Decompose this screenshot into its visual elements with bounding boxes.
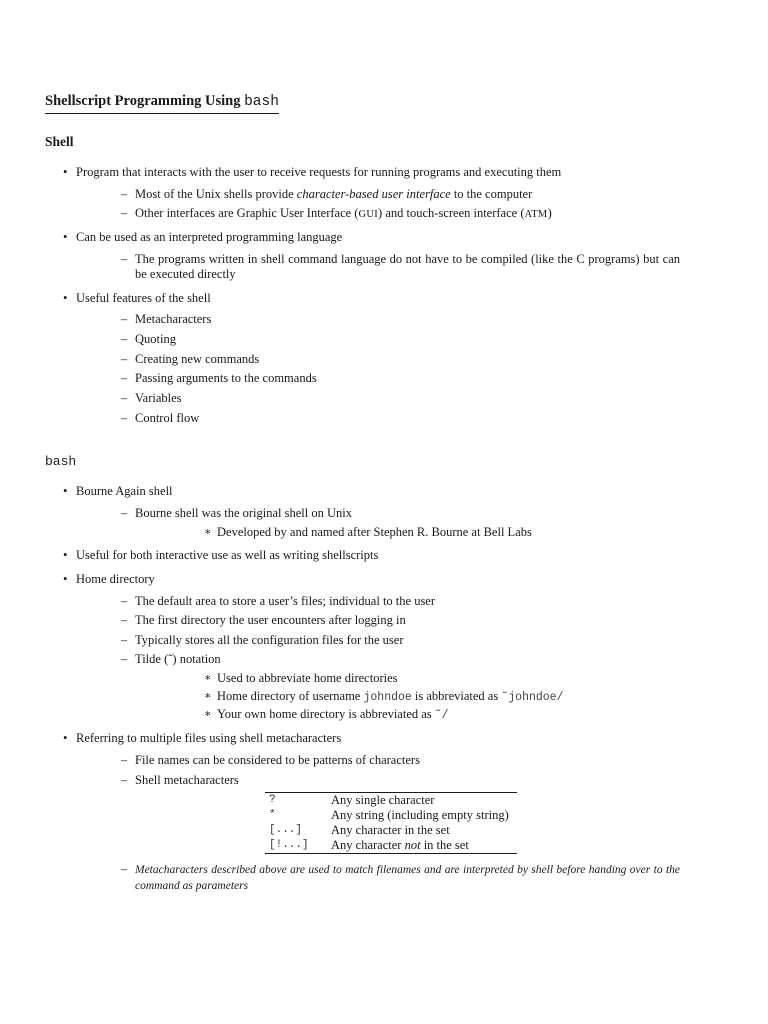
- list-item: • Referring to multiple files using shell metacharacters – File names can be considered to be patterns of characters – Shell metacharacters ? Any single character * Any string (including empty string) [...] Any character in the set [!...] Any character not in the set – Metacharacters described above are used to match filenames and are interpreted by shell before handing over to the command as parameters: [45, 731, 680, 894]
- list-item: • Useful features of the shell – Metacharacters – Quoting – Creating new commands – Passing arguments to the commands – Variables – Control flow: [45, 291, 680, 426]
- sub-item: – The programs written in shell command language do not have to be compiled (like the C programs) but can be executed directly: [76, 252, 680, 283]
- sub-item: – Variables: [76, 391, 680, 407]
- title-text: Shellscript Programming Using: [45, 93, 241, 109]
- sub-item: – Shell metacharacters: [76, 773, 680, 789]
- section-heading-shell: Shell: [45, 134, 74, 150]
- sub-item: – Typically stores all the configuration files for the user: [76, 633, 680, 649]
- sub-item: – Passing arguments to the commands: [76, 371, 680, 387]
- sub-sub-item: ∗ Home directory of username johndoe is abbreviated as ˜johndoe/: [135, 689, 680, 705]
- table-row: ? Any single character: [269, 793, 435, 808]
- section-heading-bash: bash: [45, 454, 77, 470]
- list-item: • Can be used as an interpreted programming language – The programs written in shell command language do not have to be compiled (like the C programs) but can be executed directly: [45, 230, 680, 283]
- sub-item: – The first directory the user encounters after logging in: [76, 613, 680, 629]
- list-item: • Program that interacts with the user to receive requests for running programs and executing them – Most of the Unix shells provide character-based user interface to the computer – Other interfaces are Graphic User Interface (GUI) and touch-screen interface (ATM): [45, 165, 680, 222]
- shell-section: [45, 134, 680, 426]
- bash-section: [45, 454, 680, 894]
- list-item: • Home directory – The default area to store a user’s files; individual to the user – The first directory the user encounters after logging in – Typically stores all the configuration files for the user – Tilde (˜) notation ∗ Used to abbreviate home directories ∗ Home directory of username johndoe is abbreviated as ˜johndoe/ ∗ Your own home directory is abbreviated as ˜/: [45, 572, 680, 724]
- table-row: [...] Any character in the set: [269, 823, 450, 838]
- sub-item: – Creating new commands: [76, 352, 680, 368]
- list-item: • Bourne Again shell – Bourne shell was the original shell on Unix ∗ Developed by and named after Stephen R. Bourne at Bell Labs: [45, 484, 680, 540]
- title-code: bash: [244, 94, 279, 110]
- sub-sub-item: ∗ Used to abbreviate home directories: [135, 671, 680, 687]
- sub-sub-item: ∗ Developed by and named after Stephen R. Bourne at Bell Labs: [135, 525, 680, 541]
- sub-item: – File names can be considered to be patterns of characters: [76, 753, 680, 769]
- page-title: [45, 92, 279, 114]
- sub-item: – Quoting: [76, 332, 680, 348]
- sub-item: – Other interfaces are Graphic User Interface (GUI) and touch-screen interface (ATM): [76, 206, 680, 222]
- list-item: • Useful for both interactive use as well as writing shellscripts: [45, 548, 680, 564]
- sub-sub-item: ∗ Your own home directory is abbreviated as ˜/: [135, 707, 680, 723]
- document-page: [45, 92, 680, 922]
- sub-item: – Bourne shell was the original shell on Unix ∗ Developed by and named after Stephen R. Bourne at Bell Labs: [76, 506, 680, 540]
- sub-item-note: – Metacharacters described above are used to match filenames and are interpreted by shell before handing over to the command as parameters: [76, 862, 680, 894]
- sub-item: – Control flow: [76, 411, 680, 427]
- sub-item: – Metacharacters: [76, 312, 680, 328]
- sub-item: – The default area to store a user’s files; individual to the user: [76, 594, 680, 610]
- table-row: [!...] Any character not in the set: [269, 838, 469, 853]
- bash-list: [45, 484, 680, 894]
- sub-item: – Most of the Unix shells provide character-based user interface to the computer: [76, 187, 680, 203]
- sub-item: – Tilde (˜) notation ∗ Used to abbreviate home directories ∗ Home directory of username johndoe is abbreviated as ˜johndoe/ ∗ Your own home directory is abbreviated as ˜/: [76, 652, 680, 723]
- table-row: * Any string (including empty string): [269, 808, 509, 823]
- shell-list: [45, 165, 680, 426]
- metacharacter-table: [265, 792, 517, 854]
